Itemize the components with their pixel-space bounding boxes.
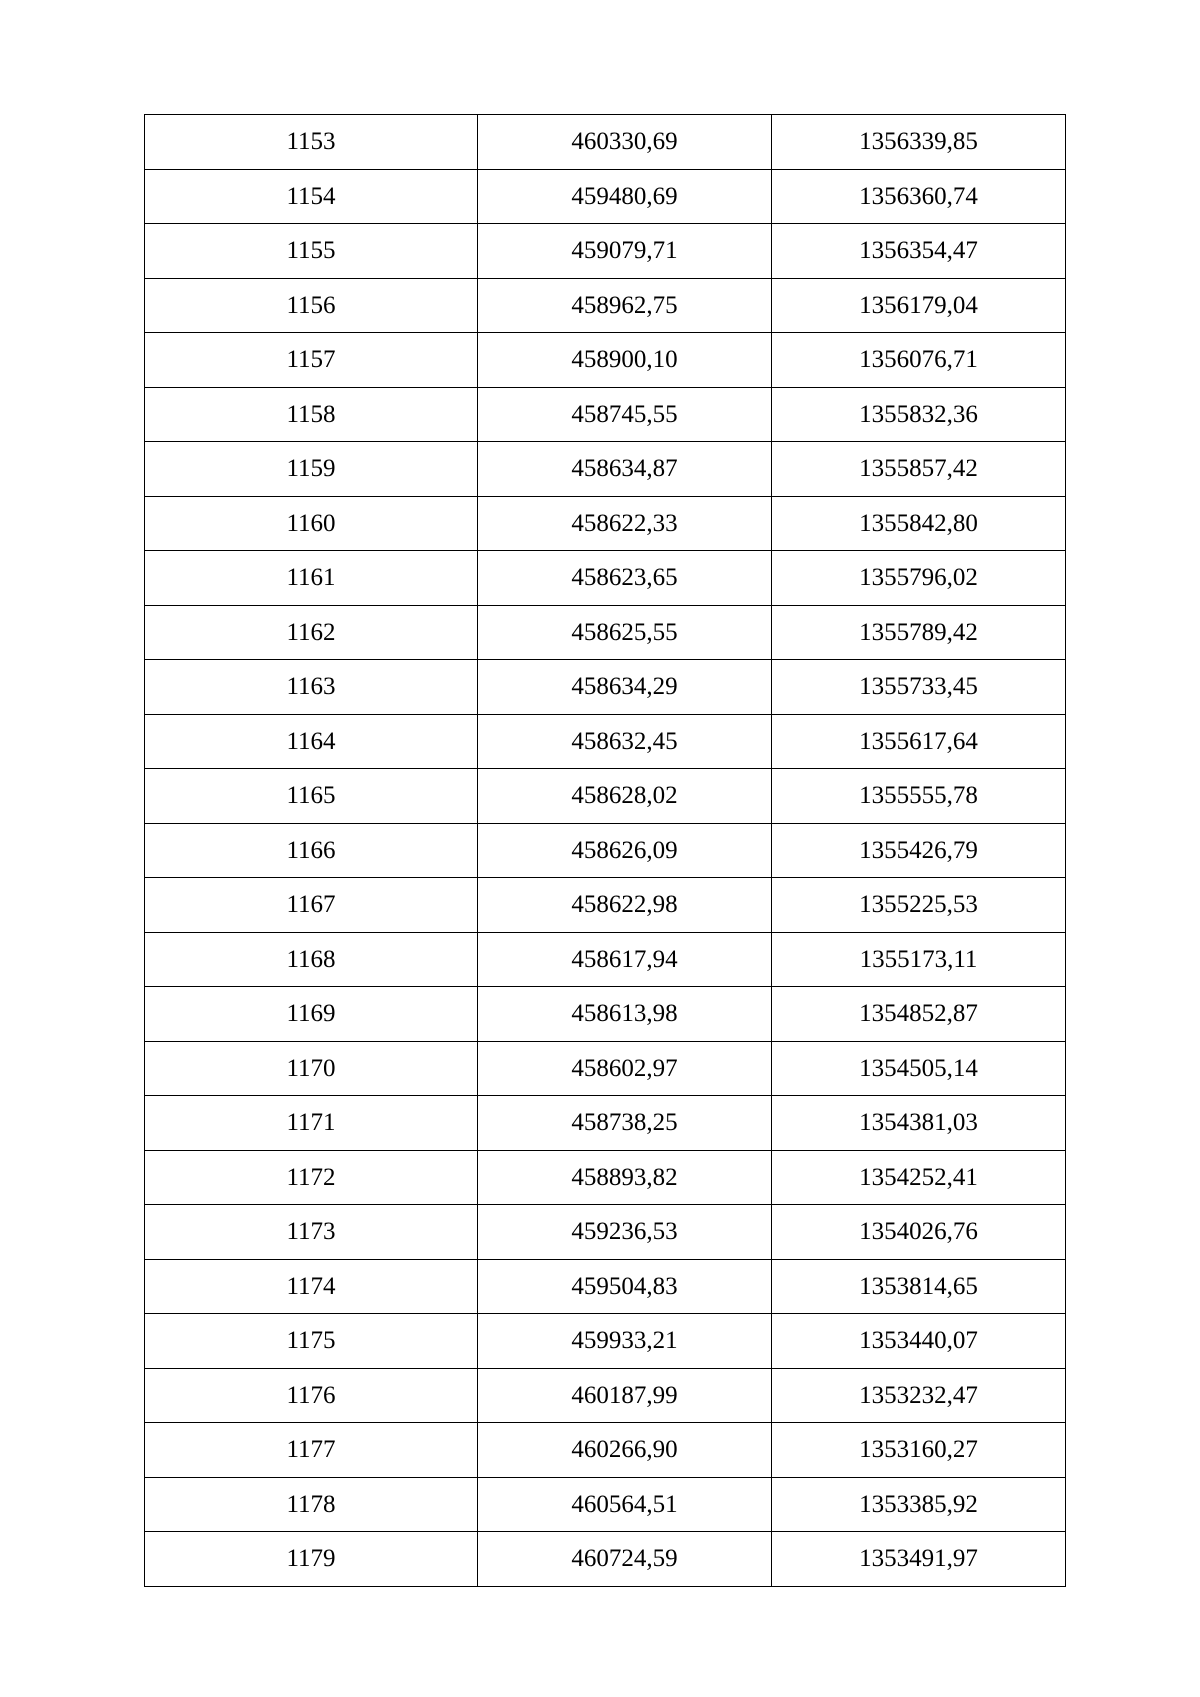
x-coordinate-cell: 458622,33	[478, 496, 772, 551]
point-number-cell: 1153	[145, 115, 478, 170]
point-number-cell: 1154	[145, 169, 478, 224]
point-number-cell: 1161	[145, 551, 478, 606]
x-coordinate-cell: 460266,90	[478, 1423, 772, 1478]
point-number-cell: 1158	[145, 387, 478, 442]
table-row	[145, 1259, 1066, 1314]
table-row	[145, 1368, 1066, 1423]
point-number-cell: 1160	[145, 496, 478, 551]
point-number-cell: 1176	[145, 1368, 478, 1423]
y-coordinate-cell: 1356354,47	[772, 224, 1066, 279]
point-number-cell: 1175	[145, 1314, 478, 1369]
y-coordinate-cell: 1355555,78	[772, 769, 1066, 824]
x-coordinate-cell: 459079,71	[478, 224, 772, 279]
x-coordinate-cell: 458626,09	[478, 823, 772, 878]
y-coordinate-cell: 1355733,45	[772, 660, 1066, 715]
point-number-cell: 1156	[145, 278, 478, 333]
x-coordinate-cell: 459933,21	[478, 1314, 772, 1369]
table-row	[145, 169, 1066, 224]
table-row	[145, 714, 1066, 769]
table-row	[145, 605, 1066, 660]
point-number-cell: 1169	[145, 987, 478, 1042]
table-row	[145, 115, 1066, 170]
x-coordinate-cell: 458625,55	[478, 605, 772, 660]
y-coordinate-cell: 1354026,76	[772, 1205, 1066, 1260]
y-coordinate-cell: 1354852,87	[772, 987, 1066, 1042]
x-coordinate-cell: 459504,83	[478, 1259, 772, 1314]
table-row	[145, 987, 1066, 1042]
point-number-cell: 1163	[145, 660, 478, 715]
point-number-cell: 1173	[145, 1205, 478, 1260]
table-row	[145, 551, 1066, 606]
table-row	[145, 442, 1066, 497]
y-coordinate-cell: 1355842,80	[772, 496, 1066, 551]
x-coordinate-cell: 458622,98	[478, 878, 772, 933]
y-coordinate-cell: 1356360,74	[772, 169, 1066, 224]
y-coordinate-cell: 1355832,36	[772, 387, 1066, 442]
x-coordinate-cell: 458623,65	[478, 551, 772, 606]
coordinates-table	[144, 114, 1066, 1587]
table-row	[145, 878, 1066, 933]
y-coordinate-cell: 1356339,85	[772, 115, 1066, 170]
table-row	[145, 224, 1066, 279]
x-coordinate-cell: 460564,51	[478, 1477, 772, 1532]
table-row	[145, 387, 1066, 442]
y-coordinate-cell: 1354381,03	[772, 1096, 1066, 1151]
y-coordinate-cell: 1353232,47	[772, 1368, 1066, 1423]
x-coordinate-cell: 458634,87	[478, 442, 772, 497]
point-number-cell: 1162	[145, 605, 478, 660]
table-row	[145, 660, 1066, 715]
x-coordinate-cell: 458900,10	[478, 333, 772, 388]
y-coordinate-cell: 1353440,07	[772, 1314, 1066, 1369]
point-number-cell: 1165	[145, 769, 478, 824]
y-coordinate-cell: 1355617,64	[772, 714, 1066, 769]
point-number-cell: 1167	[145, 878, 478, 933]
table-row	[145, 1477, 1066, 1532]
x-coordinate-cell: 458632,45	[478, 714, 772, 769]
x-coordinate-cell: 458617,94	[478, 932, 772, 987]
point-number-cell: 1179	[145, 1532, 478, 1587]
x-coordinate-cell: 458602,97	[478, 1041, 772, 1096]
point-number-cell: 1170	[145, 1041, 478, 1096]
table-row	[145, 769, 1066, 824]
table-row	[145, 1532, 1066, 1587]
table-body	[145, 115, 1066, 1587]
table-row	[145, 278, 1066, 333]
table-row	[145, 1205, 1066, 1260]
table-row	[145, 823, 1066, 878]
x-coordinate-cell: 459236,53	[478, 1205, 772, 1260]
y-coordinate-cell: 1356179,04	[772, 278, 1066, 333]
table-row	[145, 496, 1066, 551]
point-number-cell: 1155	[145, 224, 478, 279]
point-number-cell: 1166	[145, 823, 478, 878]
x-coordinate-cell: 458893,82	[478, 1150, 772, 1205]
x-coordinate-cell: 460187,99	[478, 1368, 772, 1423]
table-row	[145, 1423, 1066, 1478]
y-coordinate-cell: 1353814,65	[772, 1259, 1066, 1314]
point-number-cell: 1168	[145, 932, 478, 987]
table-row	[145, 1314, 1066, 1369]
table-row	[145, 1150, 1066, 1205]
x-coordinate-cell: 460724,59	[478, 1532, 772, 1587]
x-coordinate-cell: 458613,98	[478, 987, 772, 1042]
y-coordinate-cell: 1355789,42	[772, 605, 1066, 660]
y-coordinate-cell: 1356076,71	[772, 333, 1066, 388]
point-number-cell: 1171	[145, 1096, 478, 1151]
table-row	[145, 1041, 1066, 1096]
point-number-cell: 1164	[145, 714, 478, 769]
x-coordinate-cell: 458634,29	[478, 660, 772, 715]
y-coordinate-cell: 1354252,41	[772, 1150, 1066, 1205]
point-number-cell: 1172	[145, 1150, 478, 1205]
y-coordinate-cell: 1355173,11	[772, 932, 1066, 987]
point-number-cell: 1159	[145, 442, 478, 497]
point-number-cell: 1177	[145, 1423, 478, 1478]
x-coordinate-cell: 458962,75	[478, 278, 772, 333]
y-coordinate-cell: 1353160,27	[772, 1423, 1066, 1478]
x-coordinate-cell: 458738,25	[478, 1096, 772, 1151]
y-coordinate-cell: 1353491,97	[772, 1532, 1066, 1587]
point-number-cell: 1178	[145, 1477, 478, 1532]
x-coordinate-cell: 459480,69	[478, 169, 772, 224]
y-coordinate-cell: 1355857,42	[772, 442, 1066, 497]
table-row	[145, 333, 1066, 388]
y-coordinate-cell: 1354505,14	[772, 1041, 1066, 1096]
table-row	[145, 932, 1066, 987]
y-coordinate-cell: 1355426,79	[772, 823, 1066, 878]
point-number-cell: 1157	[145, 333, 478, 388]
x-coordinate-cell: 458628,02	[478, 769, 772, 824]
table-row	[145, 1096, 1066, 1151]
point-number-cell: 1174	[145, 1259, 478, 1314]
y-coordinate-cell: 1355796,02	[772, 551, 1066, 606]
y-coordinate-cell: 1355225,53	[772, 878, 1066, 933]
y-coordinate-cell: 1353385,92	[772, 1477, 1066, 1532]
x-coordinate-cell: 460330,69	[478, 115, 772, 170]
x-coordinate-cell: 458745,55	[478, 387, 772, 442]
